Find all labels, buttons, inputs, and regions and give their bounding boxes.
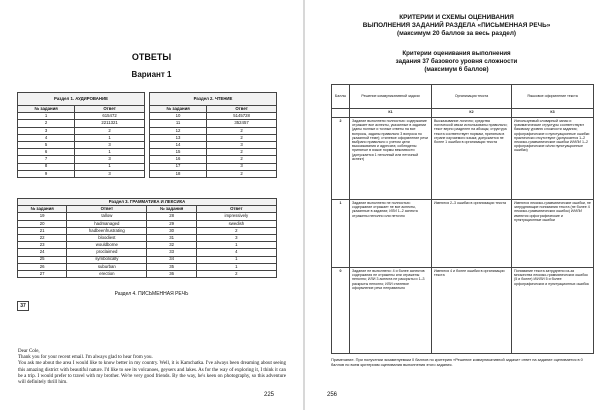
task-number-cell: 13: [150, 134, 207, 141]
table-row: [150, 156, 277, 163]
table-row: [150, 149, 277, 156]
table-row: [18, 270, 277, 277]
task-number-cell: 30: [147, 227, 196, 234]
answer-cell: impressively: [196, 213, 276, 220]
variant-heading: Вариант 1: [131, 70, 172, 79]
writing-section-title: Раздел 4. ПИСЬМЕННАЯ РЕЧЬ: [114, 291, 189, 297]
letter-greeting: Dear Cole,: [18, 349, 40, 354]
criteria-rows: [332, 118, 594, 354]
criteria-subtitle-line: Критерии оценивания выполнения: [402, 50, 511, 57]
criteria-score-cell: 1: [332, 200, 350, 268]
answer-cell: 3: [75, 170, 145, 177]
reading-rows: [150, 113, 277, 178]
grammar-col-num-2: № задания: [147, 206, 196, 213]
table-row: [18, 156, 145, 163]
criteria-row: [332, 118, 594, 200]
criteria-k1-cell: Задание не выполнено: 4 и более аспектов содержания не отражены или отражены неполно; ИЛИ 3 аспекта не раскрыты и 1–3 раскрыты неполно; ИЛИ стилевое оформление речи неправильно: [350, 268, 432, 354]
grammar-col-num-1: № задания: [18, 206, 67, 213]
criteria-score-cell: 2: [332, 118, 350, 200]
table-row: [18, 141, 145, 148]
task-number-cell: 34: [147, 256, 196, 263]
task-number-cell: 7: [18, 156, 75, 163]
answer-cell: suburban: [67, 263, 147, 270]
answer-cell: 1: [75, 134, 145, 141]
criteria-code-k1: К1: [350, 109, 432, 118]
listening-section-title: Раздел 1. АУДИРОВАНИЕ: [18, 93, 145, 106]
task-number-cell: 1: [18, 113, 75, 120]
task-number-cell: 33: [147, 249, 196, 256]
answer-cell: tallow: [67, 213, 147, 220]
criteria-subtitle-line: (максимум 6 баллов): [424, 66, 489, 73]
task-number-cell: 8: [18, 163, 75, 170]
criteria-code-empty: [332, 109, 350, 118]
task-number-cell: 23: [18, 242, 67, 249]
task-number-cell: 16: [150, 156, 207, 163]
reading-col-answer: Ответ: [207, 106, 277, 113]
answer-cell: 2: [207, 149, 277, 156]
task-number-cell: 9: [18, 170, 75, 177]
criteria-k1-cell: Задание выполнено не полностью: содержание отражает не все аспекты, указанные в задании; ИЛИ 1–2 аспекта отражены неполно или неточно: [350, 200, 432, 268]
table-row: [18, 220, 277, 227]
criteria-col-k1: Решение коммуникативной задачи: [350, 85, 432, 109]
task-number-cell: 31: [147, 234, 196, 241]
listening-rows: [18, 113, 145, 178]
criteria-score-cell: 0: [332, 268, 350, 354]
criteria-code-k2: К2: [432, 109, 512, 118]
criteria-k3-cell: Понимание текста затруднено из-за множества лексико-грамматических ошибок (5 и более) И/ИЛИ 5 и более орфографических и пунктуационных ошибок: [512, 268, 594, 354]
answer-cell: 2: [207, 170, 277, 177]
grammar-rows: [18, 213, 277, 278]
answer-cell: 3: [207, 163, 277, 170]
task-number-cell: 28: [147, 213, 196, 220]
criteria-k2-cell: Имеются 2–3 ошибки в организации текста: [432, 200, 512, 268]
answers-heading: ОТВЕТЫ: [131, 52, 172, 62]
task-number-cell: 15: [150, 149, 207, 156]
task-number-cell: 3: [18, 127, 75, 134]
task-number-cell: 24: [18, 249, 67, 256]
answer-cell: bloodiest: [67, 234, 147, 241]
task-number-cell: 5: [18, 141, 75, 148]
criteria-note: Примечание. При получении экзаменуемым 0 баллов по критерию «Решение коммуникативной задачи» ответ на задание оценивается в 0 баллов по всем критериям оценивания выполнения этого задания.: [331, 357, 583, 367]
answer-cell: 3: [207, 141, 277, 148]
criteria-title-line: КРИТЕРИИ И СХЕМЫ ОЦЕНИВАНИЯ: [399, 14, 514, 21]
table-row: [18, 127, 145, 134]
task-number-cell: 4: [18, 134, 75, 141]
table-row: [150, 163, 277, 170]
table-row: [18, 227, 277, 234]
task-number-cell: 12: [150, 127, 207, 134]
task-number-cell: 18: [150, 170, 207, 177]
table-row: [18, 163, 145, 170]
answer-cell: 1: [196, 242, 276, 249]
task-number-cell: 6: [18, 149, 75, 156]
answer-cell: 2: [75, 127, 145, 134]
answer-cell: swedish: [196, 220, 276, 227]
answer-cell: 1: [75, 149, 145, 156]
table-row: [18, 249, 277, 256]
answer-cell: 3: [75, 141, 145, 148]
reading-table: [149, 92, 277, 178]
task-number-cell: 11: [150, 120, 207, 127]
answer-cell: 2: [196, 270, 276, 277]
answer-cell: wouldborne: [67, 242, 147, 249]
letter-paragraph: You ask me about the area I would like to know better in my country. Well, it is Kamchatka. I've always been dreaming about seeing this amazing district with beautiful nature. I'd like to see its volcanoes, geysers and lakes. As for the way of exploring it, I think it can be a trip. I would prefer to travel with my brother. We're very good friends. By the way, he's keen on photography, so this adventure will definitely thrill him.: [18, 361, 286, 386]
task-number-box: 37: [17, 301, 29, 311]
table-row: [18, 242, 277, 249]
task-number-cell: 21: [18, 227, 67, 234]
criteria-row: [332, 268, 594, 354]
table-row: [18, 256, 277, 263]
table-row: [18, 120, 145, 127]
answer-cell: 2: [196, 227, 276, 234]
criteria-k2-cell: Высказывание логично; средства логической связи использованы правильно; текст верно разделен на абзацы; структура текста соответствует нормам, принятым в стране изучаемого языка; допускается не более 1 ошибки в организации текста: [432, 118, 512, 200]
answer-cell: 1: [196, 263, 276, 270]
listening-col-answer: Ответ: [75, 106, 145, 113]
letter-paragraph: Thank you for your recent email. I'm always glad to hear from you.: [18, 355, 153, 361]
task-number-cell: 26: [18, 263, 67, 270]
criteria-col-score: Баллы: [332, 85, 350, 109]
table-row: [150, 127, 277, 134]
left-page: [0, 0, 303, 410]
task-number-cell: 14: [150, 141, 207, 148]
task-number-cell: 25: [18, 256, 67, 263]
page-number: 256: [327, 392, 338, 398]
table-row: [150, 170, 277, 177]
grammar-col-answer-2: Ответ: [196, 206, 276, 213]
table-row: [150, 120, 277, 127]
task-number-cell: 36: [147, 270, 196, 277]
table-row: [18, 213, 277, 220]
answer-cell: 352457: [207, 120, 277, 127]
right-page: [305, 0, 608, 410]
reading-col-num: № задания: [150, 106, 207, 113]
criteria-title-line: (максимум 20 баллов за весь раздел): [396, 30, 517, 37]
table-row: [18, 134, 145, 141]
answer-cell: hadmanaged: [67, 220, 147, 227]
grammar-table: [17, 198, 277, 278]
criteria-k3-cell: Используемый словарный запас и грамматические структуры соответствуют базовому уровню сложности задания; орфографические и пунктуационные ошибки практически отсутствуют (допускается 1–2 лексико-грамматические ошибки И/ИЛИ 1–2 орфографические и/или пунктуационные ошибки): [512, 118, 594, 200]
criteria-k3-cell: Имеются лексико-грамматические ошибки, не затрудняющие понимания текста (не более 4 лексико-грамматических ошибок) И/ИЛИ имеются орфографические и пунктуационные ошибки: [512, 200, 594, 268]
grammar-col-answer-1: Ответ: [67, 206, 147, 213]
table-row: [150, 113, 277, 120]
task-number-cell: 20: [18, 220, 67, 227]
table-row: [18, 170, 145, 177]
task-number-cell: 17: [150, 163, 207, 170]
answer-cell: hadbeenfrustrating: [67, 227, 147, 234]
answer-cell: 2: [207, 134, 277, 141]
criteria-table: [331, 84, 594, 354]
criteria-code-k3: К3: [512, 109, 594, 118]
answer-cell: 3: [196, 234, 276, 241]
criteria-col-k3: Языковое оформление текста: [512, 85, 594, 109]
task-number-cell: 10: [150, 113, 207, 120]
task-number-cell: 2: [18, 120, 75, 127]
answer-cell: 1: [196, 256, 276, 263]
answer-cell: 3: [75, 156, 145, 163]
answer-cell: proclaimed: [67, 249, 147, 256]
page-number: 225: [264, 392, 275, 398]
sample-letter: [18, 349, 286, 386]
answer-cell: 1: [75, 163, 145, 170]
answer-cell: symbolically: [67, 256, 147, 263]
answer-cell: 5145728: [207, 113, 277, 120]
criteria-row: [332, 200, 594, 268]
table-row: [150, 141, 277, 148]
answer-cell: 4: [196, 249, 276, 256]
criteria-k1-cell: Задание выполнено полностью: содержание отражает все аспекты, указанные в задании (даны полные и точные ответы на все вопросы, заданы правильно 3 вопроса по указанной теме); стилевое оформление речи выбрано правильно с учетом цели высказывания и адресата; соблюдены принятые в языке нормы вежливости (допускается 1 неполный или неточный аспект): [350, 118, 432, 200]
task-number-cell: 32: [147, 242, 196, 249]
answer-cell: 2211321: [75, 120, 145, 127]
task-number-cell: 22: [18, 234, 67, 241]
criteria-col-k2: Организация текста: [432, 85, 512, 109]
task-number-cell: 29: [147, 220, 196, 227]
answer-cell: 615472: [75, 113, 145, 120]
answer-cell: 2: [207, 127, 277, 134]
table-row: [18, 234, 277, 241]
table-row: [18, 149, 145, 156]
reading-section-title: Раздел 2. ЧТЕНИЕ: [150, 93, 277, 106]
table-row: [18, 263, 277, 270]
answer-cell: 2: [207, 156, 277, 163]
task-number-cell: 27: [18, 270, 67, 277]
criteria-subtitle-line: задания 37 базового уровня сложности: [395, 58, 518, 65]
criteria-k2-cell: Имеются 4 и более ошибки в организации текста: [432, 268, 512, 354]
listening-table: [17, 92, 145, 178]
task-number-cell: 19: [18, 213, 67, 220]
task-number-cell: 35: [147, 263, 196, 270]
listening-col-num: № задания: [18, 106, 75, 113]
grammar-section-title: Раздел 3. ГРАММАТИКА И ЛЕКСИКА: [18, 199, 277, 206]
criteria-title-line: ВЫПОЛНЕНИЯ ЗАДАНИЙ РАЗДЕЛА «ПИСЬМЕННАЯ РЕЧЬ»: [362, 22, 551, 29]
answer-cell: erection: [67, 270, 147, 277]
table-row: [18, 113, 145, 120]
table-row: [150, 134, 277, 141]
